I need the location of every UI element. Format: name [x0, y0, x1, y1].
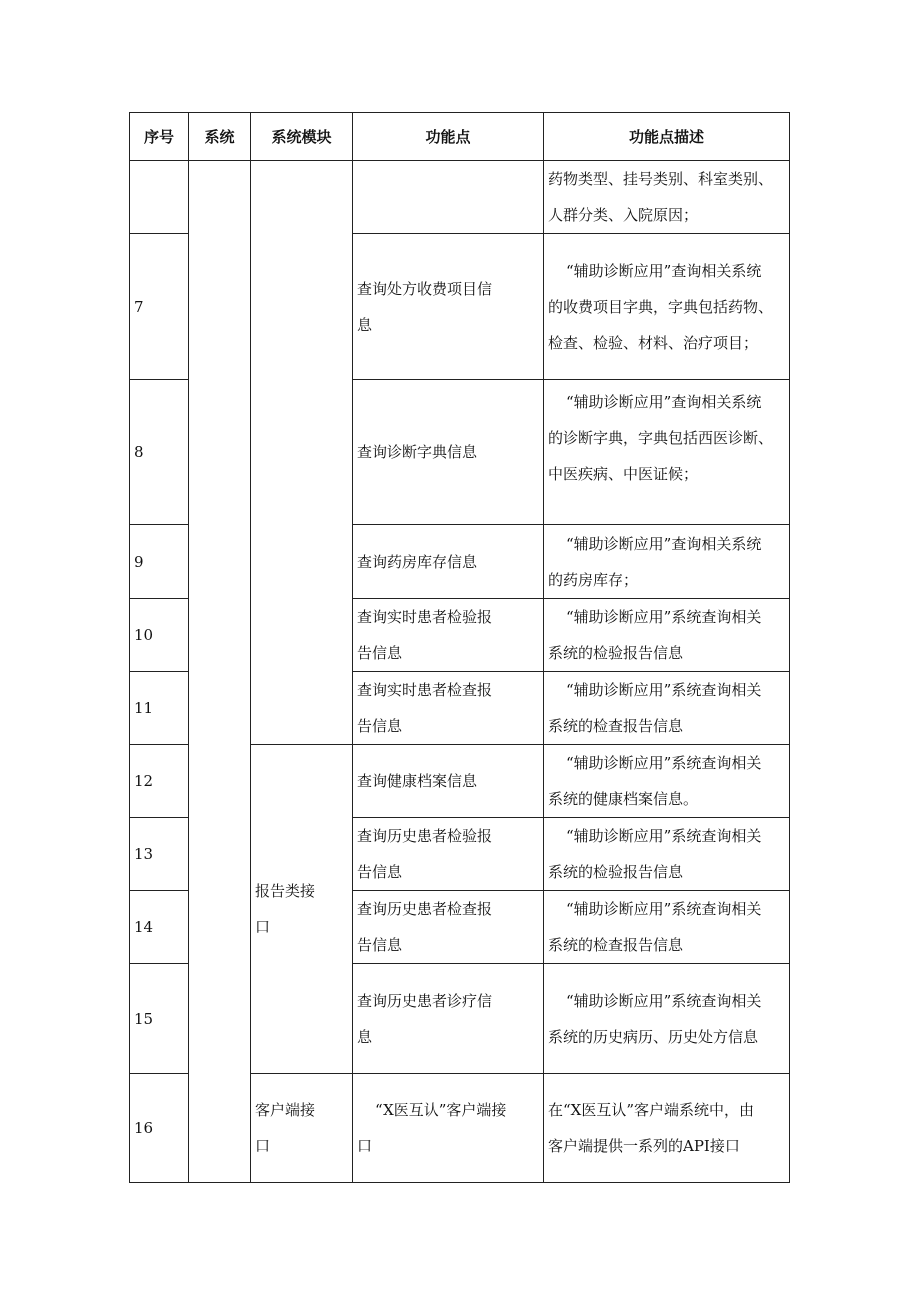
point-cell [353, 745, 544, 818]
point-line: 查询健康档案信息 [357, 772, 478, 790]
desc-line: “辅助诊断应用”系统查询相关 [566, 900, 762, 918]
point-line: 查询药房库存信息 [357, 552, 478, 571]
point-cell [353, 525, 544, 599]
desc-line: 的诊断字典，字典包括西医诊断、 [548, 429, 774, 447]
desc-cell [544, 525, 790, 599]
module-cell-client [251, 1074, 353, 1183]
point-cell [353, 672, 544, 745]
point-line: 告信息 [357, 863, 403, 881]
function-table [129, 112, 790, 1183]
desc-line: “辅助诊断应用”查询相关系统 [566, 261, 762, 280]
point-line: 息 [357, 1027, 373, 1046]
desc-line: “辅助诊断应用”系统查询相关 [566, 681, 762, 699]
seq-cell: 7 [130, 234, 189, 380]
module-line: 报告类接 [255, 882, 316, 900]
seq-cell: 8 [130, 380, 189, 525]
point-line: 查询历史患者检查报 [357, 900, 493, 918]
desc-line: 药物类型、挂号类别、科室类别、 [548, 170, 774, 188]
seq-cell: 10 [130, 599, 189, 672]
desc-line: 客户端提供一系列的API接口 [548, 1137, 740, 1155]
point-line: 查询历史患者诊疗信 [357, 991, 493, 1010]
desc-line: 检查、检验、材料、治疗项目； [548, 333, 759, 352]
header-desc: 功能点描述 [544, 113, 790, 161]
header-point: 功能点 [353, 113, 544, 161]
desc-cell [544, 891, 790, 964]
point-line: 查询实时患者检验报 [357, 608, 493, 626]
desc-line: 的药房库存； [548, 570, 639, 589]
point-line: 告信息 [357, 717, 403, 735]
desc-line: 系统的检验报告信息 [548, 644, 684, 662]
point-line: 口 [357, 1137, 373, 1155]
desc-cell [544, 818, 790, 891]
seq-cell: 11 [130, 672, 189, 745]
table-row [130, 161, 790, 234]
module-cell-report [251, 745, 353, 1074]
seq-cell: 13 [130, 818, 189, 891]
desc-line: 在“X医互认”客户端系统中，由 [548, 1101, 755, 1119]
seq-cell [130, 161, 189, 234]
desc-line: 系统的健康档案信息。 [548, 790, 699, 808]
seq-cell: 16 [130, 1074, 189, 1183]
point-cell [353, 380, 544, 525]
module-line: 客户端接 [255, 1101, 316, 1119]
desc-cell [544, 964, 790, 1074]
desc-line: 系统的检验报告信息 [548, 863, 684, 881]
desc-line: “辅助诊断应用”系统查询相关 [566, 608, 762, 626]
desc-cell [544, 234, 790, 380]
header-seq: 序号 [130, 113, 189, 161]
desc-line: 系统的检查报告信息 [548, 936, 684, 954]
point-line: 告信息 [357, 644, 403, 662]
system-cell [189, 161, 251, 1183]
point-cell [353, 599, 544, 672]
header-row [130, 113, 790, 161]
desc-line: 系统的历史病历、历史处方信息 [548, 1027, 759, 1046]
desc-cell [544, 1074, 790, 1183]
desc-cell [544, 161, 790, 234]
desc-line: 的收费项目字典，字典包括药物、 [548, 297, 774, 316]
desc-cell [544, 745, 790, 818]
point-cell [353, 964, 544, 1074]
point-line: 查询诊断字典信息 [357, 443, 478, 461]
point-cell [353, 818, 544, 891]
point-line: 查询实时患者检查报 [357, 681, 493, 699]
desc-line: “辅助诊断应用”系统查询相关 [566, 827, 762, 845]
header-module: 系统模块 [251, 113, 353, 161]
desc-line: 人群分类、入院原因； [548, 206, 699, 224]
desc-cell [544, 672, 790, 745]
module-line: 口 [255, 918, 271, 936]
module-cell-continued [251, 161, 353, 745]
point-line: 查询历史患者检验报 [357, 827, 493, 845]
point-cell [353, 891, 544, 964]
point-cell [353, 1074, 544, 1183]
seq-cell: 14 [130, 891, 189, 964]
desc-line: “辅助诊断应用”系统查询相关 [566, 754, 762, 772]
header-system: 系统 [189, 113, 251, 161]
desc-line: 系统的检查报告信息 [548, 717, 684, 735]
seq-cell: 12 [130, 745, 189, 818]
point-line: 息 [357, 315, 373, 334]
point-cell [353, 161, 544, 234]
point-line: 告信息 [357, 936, 403, 954]
point-cell [353, 234, 544, 380]
seq-cell: 15 [130, 964, 189, 1074]
desc-line: “辅助诊断应用”查询相关系统 [566, 534, 762, 553]
desc-line: “辅助诊断应用”查询相关系统 [566, 393, 762, 411]
point-line: “X医互认”客户端接 [375, 1101, 507, 1119]
desc-cell [544, 380, 790, 525]
point-line: 查询处方收费项目信 [357, 279, 493, 298]
desc-cell [544, 599, 790, 672]
module-line: 口 [255, 1137, 271, 1155]
desc-line: “辅助诊断应用”系统查询相关 [566, 991, 762, 1010]
seq-cell: 9 [130, 525, 189, 599]
desc-line: 中医疾病、中医证候； [548, 465, 699, 483]
